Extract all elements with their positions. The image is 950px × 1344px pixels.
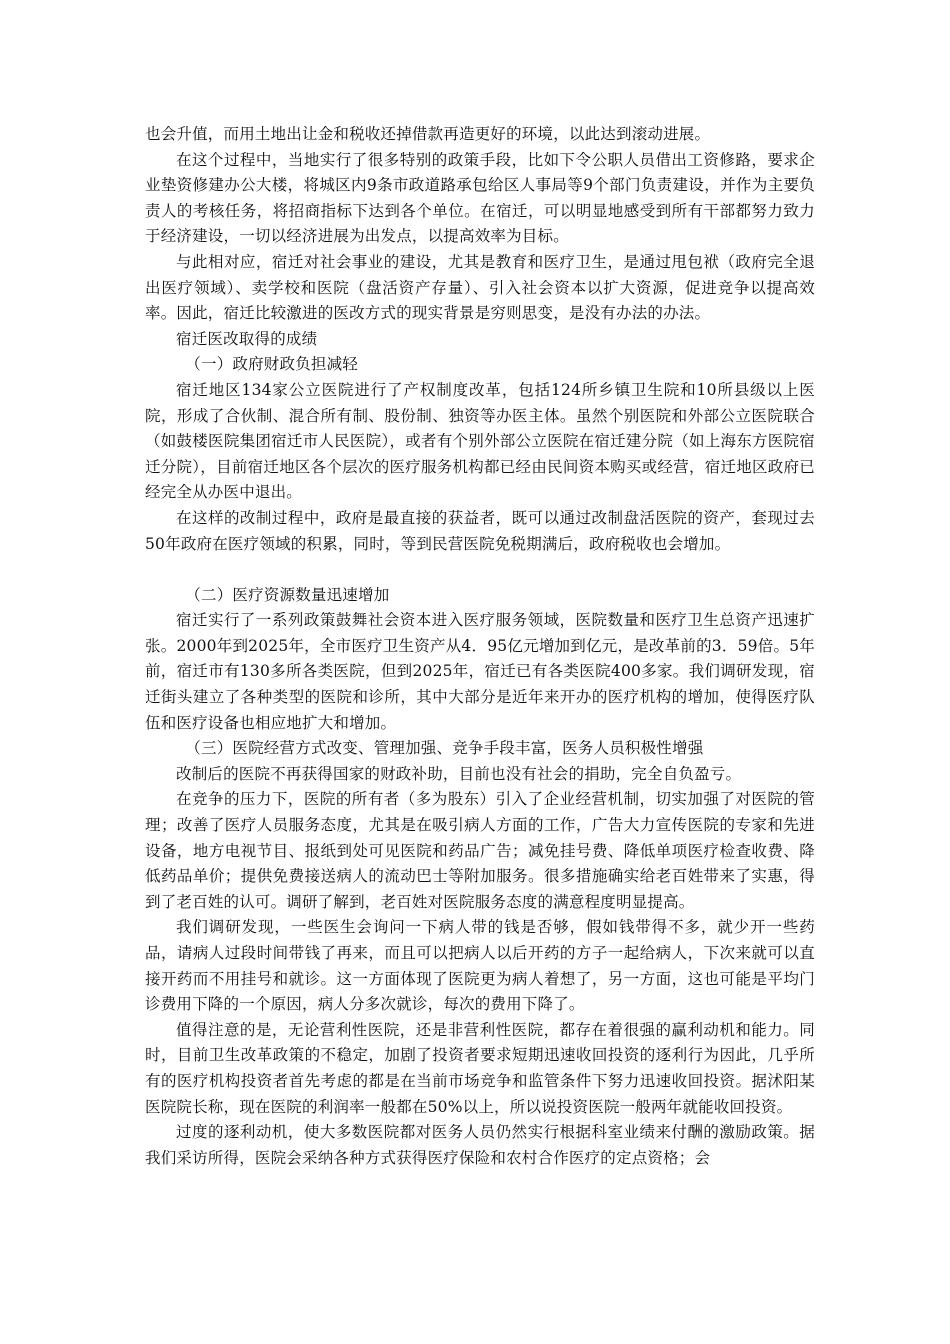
subheading-management-change: （三）医院经营方式改变、管理加强、竞争手段丰富，医务人员积极性增强 bbox=[185, 739, 704, 758]
section-heading-achievements: 宿迁医改取得的成绩 bbox=[176, 329, 318, 348]
subheading-fiscal-burden: （一）政府财政负担减轻 bbox=[185, 355, 358, 374]
paragraph-competition: 在竞争的压力下，医院的所有者（多为股东）引入了企业经营机制，切实加强了对医院的管理；改善了医疗人员服务态度，尤其是在吸引病人方面的工作，广告大力宣传医院的专家和先进设备，地方电视节目、报纸到处可见医院和药品广告；减免挂号费、降低单项医疗检查收费、降低药品单价；提供免费接送病人的流动巴士等附加服务。很多措施确实给老百姓带来了实惠，得到了老百姓的认可。调研了解到，老百姓对医院服务态度的满意程度明显提高。 bbox=[145, 790, 815, 911]
paragraph-resource-expansion: 宿迁实行了一系列政策鼓舞社会资本进入医疗服务领域，医院数量和医疗卫生总资产迅速扩张。2000年到2025年，全市医疗卫生资产从4．95亿元增加到亿元，是改革前的3．59倍。5年前，宿迁市有130多所各类医院，但到2025年，宿迁已有各类医院400多家。我们调研发现，宿迁街头建立了各种类型的医院和诊所，其中大部分是近年来开办的医疗机构的增加，使得医疗队伍和医疗设备也相应地扩大和增加。 bbox=[145, 611, 815, 732]
paragraph-profit-motive: 值得注意的是，无论营利性医院，还是非营利性医院，都存在着很强的赢利动机和能力。同时，目前卫生改革政策的不稳定，加剧了投资者要求短期迅速收回投资的逐利行为因此，几乎所有的医疗机构投资者首先考虑的都是在当前市场竞争和监管条件下努力迅速收回投资。据沭阳某医院院长称，现在医院的利润率一般都在50%以上，所以说投资医院一般两年就能收回投资。 bbox=[145, 1020, 815, 1116]
paragraph-government-benefit: 在这样的改制过程中，政府是最直接的获益者，既可以通过改制盘活医院的资产，套现过去50年政府在医疗领域的积累，同时，等到民营医院免税期满后，政府税收也会增加。 bbox=[145, 508, 815, 553]
paragraph-property-reform: 宿迁地区134家公立医院进行了产权制度改革，包括124所乡镇卫生院和10所县级以上医院，形成了合伙制、混合所有制、股份制、独资等办医主体。虽然个别医院和外部公立医院联合（如鼓楼医院集团宿迁市人民医院），或者有个别外部公立医院在宿迁建分院（如上海东方医院宿迁分院），目前宿迁地区各个层次的医疗服务机构都已经由民间资本购买或经营，宿迁地区政府已经完全从办医中退出。 bbox=[145, 380, 815, 502]
blank-line bbox=[145, 557, 815, 583]
paragraph-social-services: 与此相对应，宿迁对社会事业的建设，尤其是教育和医疗卫生，是通过甩包袱（政府完全退出医疗领域）、卖学校和医院（盘活资产存量）、引入社会资本以扩大资源，促进竞争以提高效率。因此，宿迁比较激进的医改方式的现实背景是穷则思变，是没有办法的办法。 bbox=[145, 252, 815, 323]
paragraph-incentives: 过度的逐利动机，使大多数医院都对医务人员仍然实行根据科室业绩来付酬的激励政策。据我们采访所得，医院会采纳各种方式获得医疗保险和农村合作医疗的定点资格；会 bbox=[145, 1123, 815, 1167]
paragraph-policy-measures: 在这个过程中，当地实行了很多特别的政策手段，比如下令公职人员借出工资修路，要求企业垫资修建办公大楼，将城区内9条市政道路承包给区人事局等9个部门负责建设，并作为主要负责人的考核任务，将招商指标下达到各个单位。在宿迁，可以明显地感受到所有干部都努力致力于经济建设，一切以经济进展为出发点，以提高效率为目标。 bbox=[145, 150, 815, 246]
paragraph-self-financing: 改制后的医院不再获得国家的财政补助，目前也没有社会的捐助，完全自负盈亏。 bbox=[176, 764, 742, 783]
paragraph-doctor-behavior: 我们调研发现，一些医生会询问一下病人带的钱是否够，假如钱带得不多，就少开一些药品，请病人过段时间带钱了再来，而且可以把病人以后开药的方子一起给病人，下次来就可以直接开药而不用挂号和就诊。这一方面体现了医院更为病人着想了，另一方面，这也可能是平均门诊费用下降的一个原因，病人分多次就诊，每次的费用下降了。 bbox=[145, 918, 815, 1014]
subheading-resource-growth: （二）医疗资源数量迅速增加 bbox=[185, 585, 390, 604]
paragraph-continuation: 也会升值，而用土地出让金和税收还掉借款再造更好的环境，以此达到滚动进展。 bbox=[145, 125, 711, 143]
document-page bbox=[145, 122, 815, 1171]
